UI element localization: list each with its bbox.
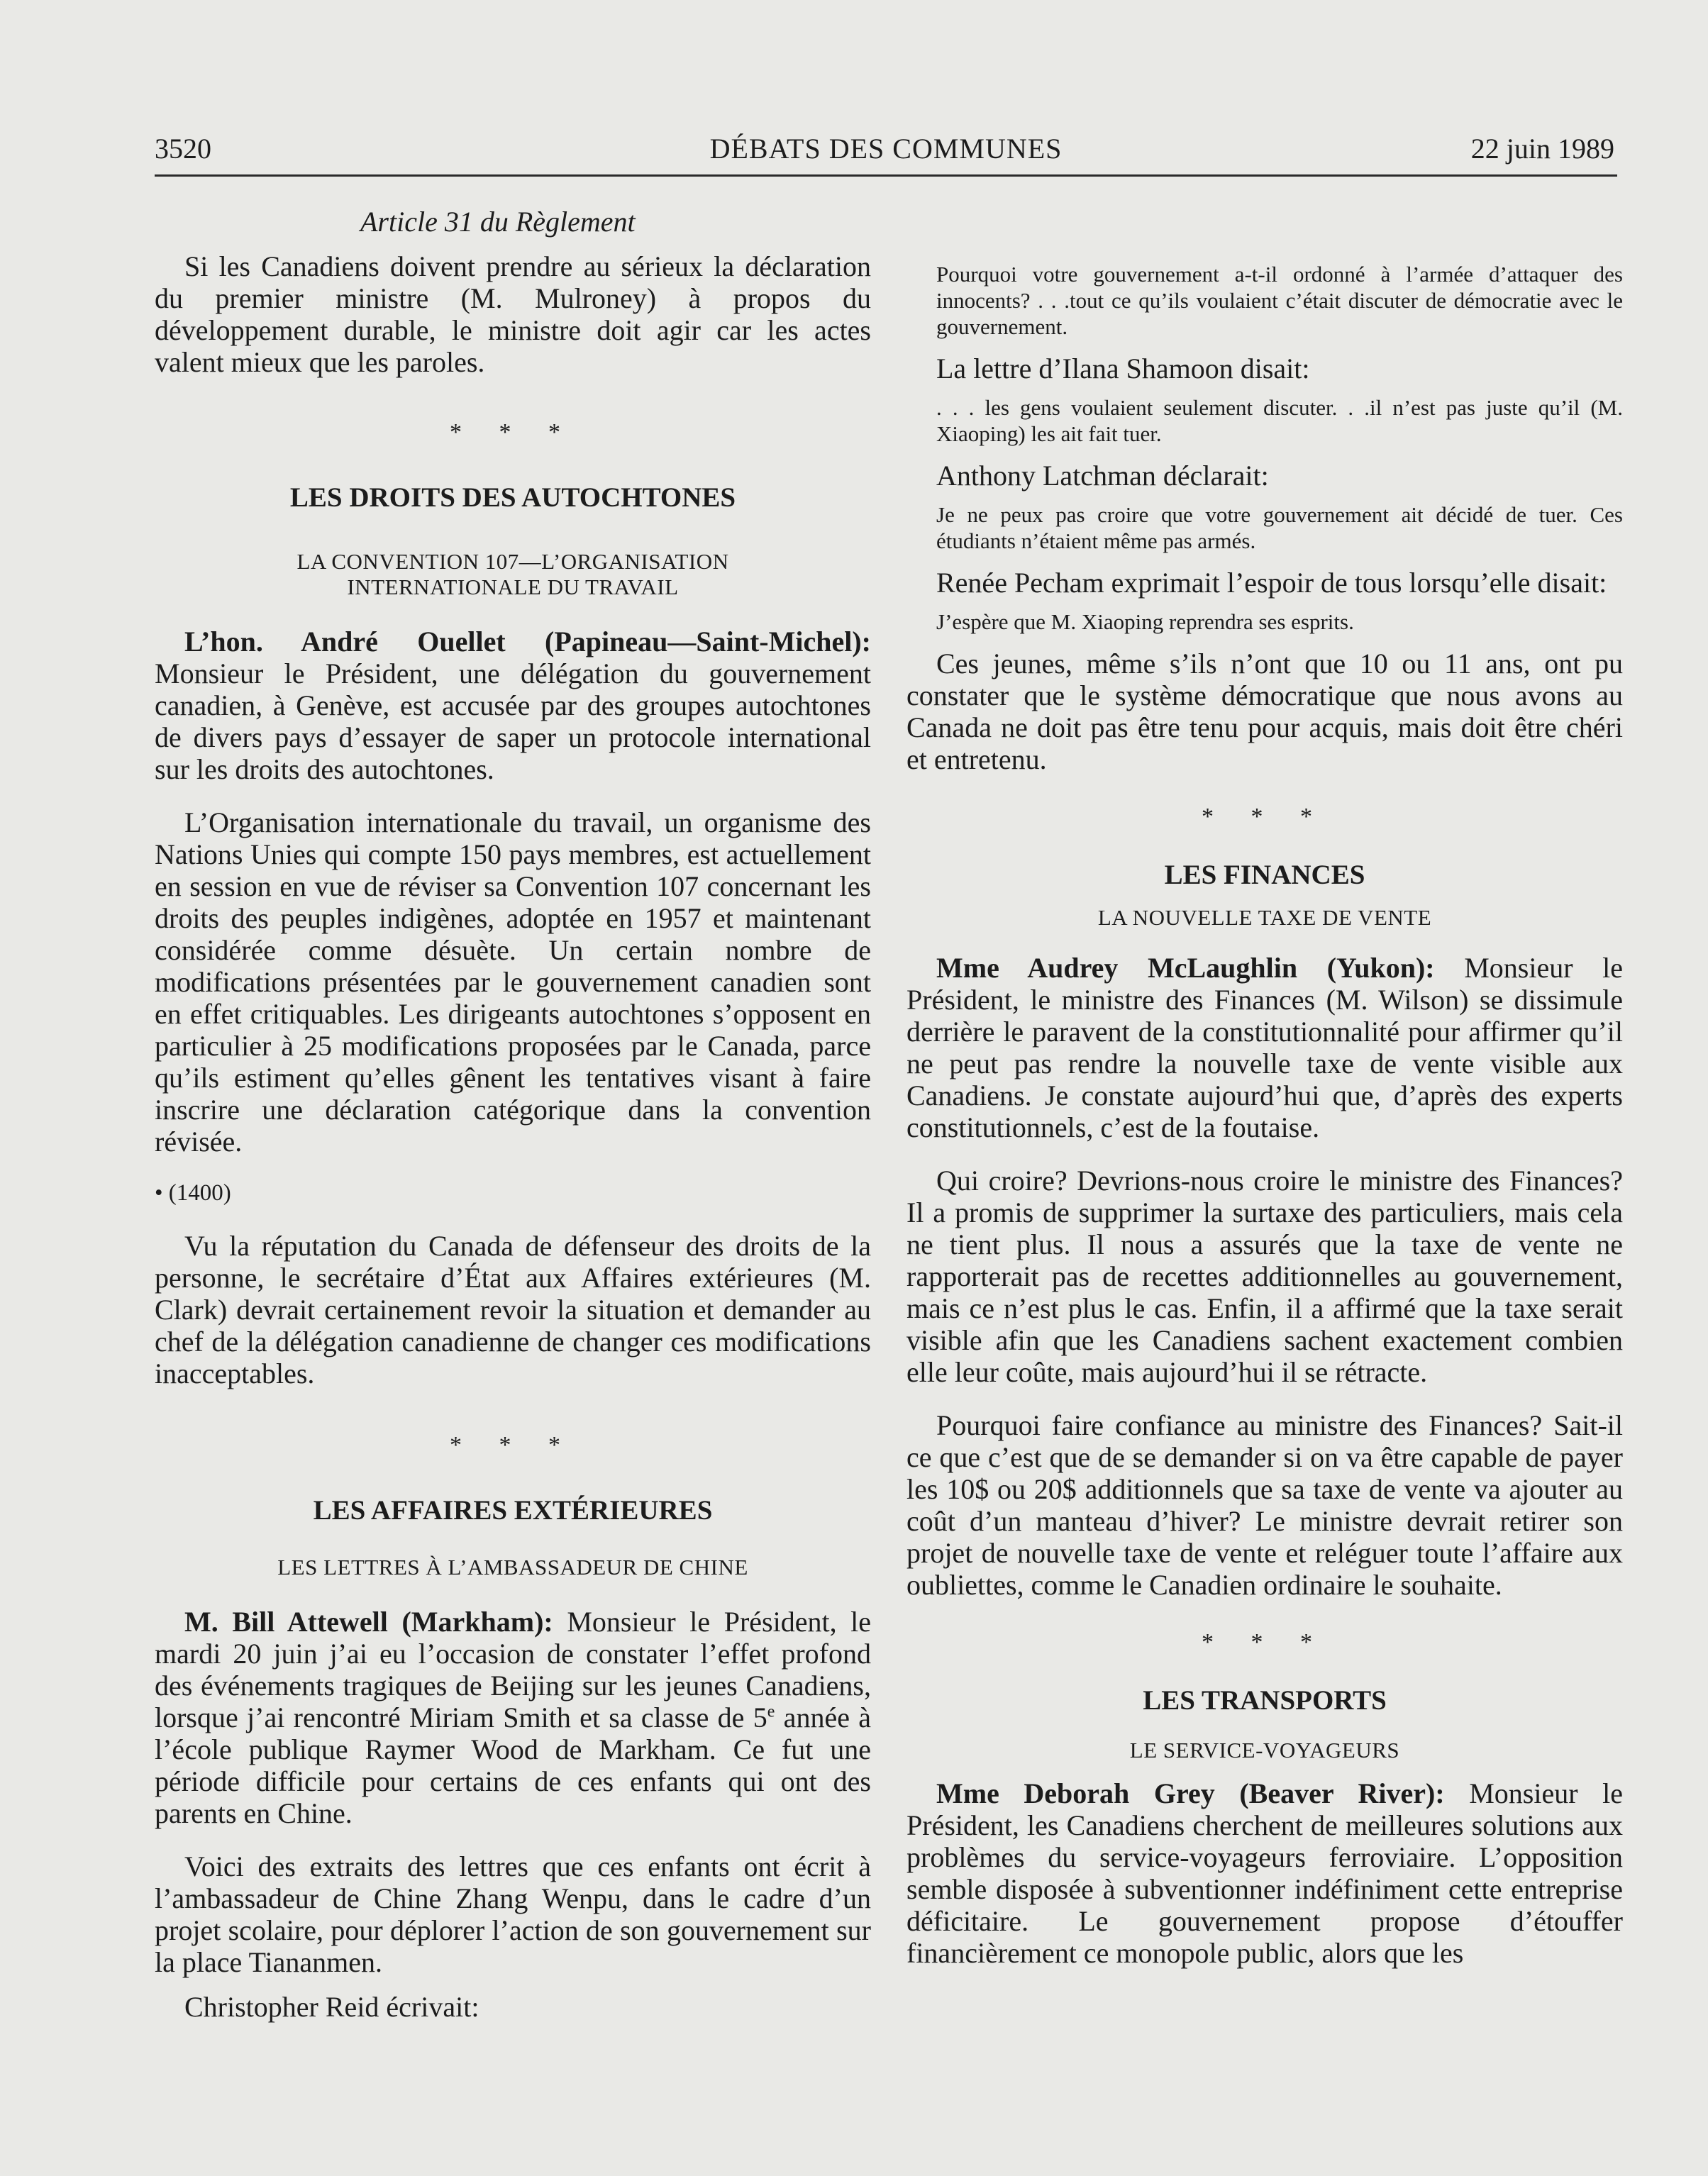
section-subtitle: LES LETTRES À L’AMBASSADEUR DE CHINE	[277, 1555, 748, 1580]
paragraph: Christopher Reid écrivait:	[184, 1991, 479, 2023]
speaker-name: M. Bill Attewell (Markham):	[184, 1606, 553, 1638]
quotation: . . . les gens voulaient seulement discuter. . .il n’est pas juste qu’il (M. Xiaoping) les ait fait tuer.	[936, 395, 1623, 446]
speech	[155, 626, 871, 785]
section-subtitle: INTERNATIONALE DU TRAVAIL	[347, 574, 679, 599]
speaker-name: L’hon. André Ouellet (Papineau—Saint-Michel):	[184, 626, 871, 657]
paragraph: Voici des extraits des lettres que ces enfants ont écrit à l’ambassadeur de Chine Zhang Wenpu, dans le cadre d’un projet scolaire, pour déplorer l’action de son gouvernement sur la place Tiananmen.	[155, 1850, 871, 1978]
section-separator: * * *	[450, 419, 576, 445]
paragraph: Anthony Latchman déclarait:	[936, 460, 1269, 492]
page-date: 22 juin 1989	[1470, 133, 1614, 165]
speech-text: année à l’école publique Raymer Wood de Markham. Ce fut une période difficile pour certains de ces enfants qui ont des parents en Chine.	[155, 1702, 871, 1829]
section-title: LES FINANCES	[1164, 860, 1365, 890]
publication-title: DÉBATS DES COMMUNES	[709, 133, 1063, 165]
article-heading: Article 31 du Règlement	[360, 206, 636, 238]
left-column	[155, 206, 871, 2023]
speech-text: Monsieur le Président, une délégation du gouvernement canadien, à Genève, est accusée par des groupes autochtones de divers pays d’essayer de saper un protocole international sur les droits des autochtones.	[155, 657, 871, 785]
quotation: Je ne peux pas croire que votre gouvernement ait décidé de tuer. Ces étudiants n’étaient même pas armés.	[936, 502, 1623, 553]
time-marker: • (1400)	[155, 1180, 231, 1206]
page-header	[155, 132, 1617, 177]
section-title: LES DROITS DES AUTOCHTONES	[289, 482, 736, 513]
paragraph: Qui croire? Devrions-nous croire le ministre des Finances? Il a promis de supprimer la surtaxe des particuliers, mais cela ne tient plus. Il nous a assurés que la taxe de vente ne rapporterait pas de recettes additionnelles au gouvernement, mais ce n’est plus le cas. Enfin, il a affirmé que la taxe serait visible afin que les Canadiens sachent exactement combien elle leur coûte, mais aujourd’hui il se rétracte.	[906, 1165, 1623, 1388]
section-subtitle: LA CONVENTION 107—L’ORGANISATION	[296, 549, 729, 574]
speech-text: Monsieur le Président, les Canadiens cherchent de meilleures solutions aux problèmes du service-voyageurs ferroviaire. L’opposition semble disposée à subventionner indéfiniment cette entreprise déficitaire. Le gouvernement propose d’étouffer financièrement ce monopole public, alors que les	[906, 1777, 1624, 1969]
right-column	[906, 261, 1623, 1969]
speech	[906, 1777, 1623, 1969]
section-title: LES TRANSPORTS	[1143, 1685, 1387, 1716]
paragraph: Renée Pecham exprimait l’espoir de tous lorsqu’elle disait:	[936, 567, 1607, 599]
speech	[906, 952, 1623, 1143]
speaker-name: Mme Audrey McLaughlin (Yukon):	[936, 952, 1435, 984]
paragraph: L’Organisation internationale du travail, un organisme des Nations Unies qui compte 150 pays membres, est actuellement en session en vue de réviser sa Convention 107 concernant les droits des peuples indigènes, adoptée en 1957 et maintenant considérée comme désuète. Un certain nombre de modifications présentées par le gouvernement canadien sont en effet critiquables. Les dirigeants autochtones s’opposent en particulier à 25 modifications proposées par le Canada, parce qu’ils estiment qu’elles gênent les tentatives visant à faire inscrire une déclaration catégorique dans la convention révisée.	[155, 806, 871, 1158]
paragraph: Vu la réputation du Canada de défenseur des droits de la personne, le secrétaire d’État aux Affaires extérieures (M. Clark) devrait certainement revoir la situation et demander au chef de la délégation canadienne de changer ces modifications inacceptables.	[155, 1230, 871, 1389]
paragraph: La lettre d’Ilana Shamoon disait:	[936, 353, 1310, 384]
section-separator: * * *	[450, 1432, 576, 1458]
section-separator: * * *	[1202, 804, 1328, 830]
section-separator: * * *	[1202, 1629, 1328, 1655]
section-title: LES AFFAIRES EXTÉRIEURES	[313, 1495, 713, 1526]
quotation: J’espère que M. Xiaoping reprendra ses esprits.	[936, 609, 1354, 634]
section-subtitle: LA NOUVELLE TAXE DE VENTE	[1097, 905, 1432, 930]
speech	[155, 1606, 871, 1829]
speaker-name: Mme Deborah Grey (Beaver River):	[936, 1777, 1445, 1809]
paragraph: Pourquoi faire confiance au ministre des Finances? Sait-il ce que c’est que de se demander si on va être capable de payer les 10$ ou 20$ additionnels que sa taxe de vente va ajouter au coût d’un manteau d’hiver? Le ministre devrait retirer son projet de nouvelle taxe de vente et reléguer toute l’affaire aux oubliettes, comme le Canadien ordinaire le souhaite.	[906, 1409, 1623, 1601]
quotation: Pourquoi votre gouvernement a-t-il ordonné à l’armée d’attaquer des innocents? . . .tout ce qu’ils voulaient c’était discuter de démocratie avec le gouvernement.	[936, 262, 1623, 339]
speech-text: Monsieur le Président, le ministre des Finances (M. Wilson) se dissimule derrière le paravent de la constitutionnalité pour affirmer qu’il ne peut pas rendre la nouvelle taxe de vente visible aux Canadiens. Je constate aujourd’hui que, d’après des experts constitutionnels, c’est de la foutaise.	[906, 952, 1623, 1143]
section-subtitle: LE SERVICE-VOYAGEURS	[1129, 1738, 1400, 1763]
paragraph: Ces jeunes, même s’ils n’ont que 10 ou 11 ans, ont pu constater que le système démocratique que nous avons au Canada ne doit pas être tenu pour acquis, mais doit être chéri et entretenu.	[906, 648, 1623, 775]
speech-text: Monsieur le Président, le mardi 20 juin j’ai eu l’occasion de constater l’effet profond des événements tragiques de Beijing sur les jeunes Canadiens, lorsque j’ai rencontré Miriam Smith et sa classe de 5	[155, 1606, 872, 1733]
ordinal-superscript: e	[767, 1702, 775, 1721]
page-number: 3520	[155, 133, 211, 165]
paragraph: Si les Canadiens doivent prendre au sérieux la déclaration du premier ministre (M. Mulroney) à propos du développement durable, le ministre doit agir car les actes valent mieux que les paroles.	[155, 250, 871, 378]
